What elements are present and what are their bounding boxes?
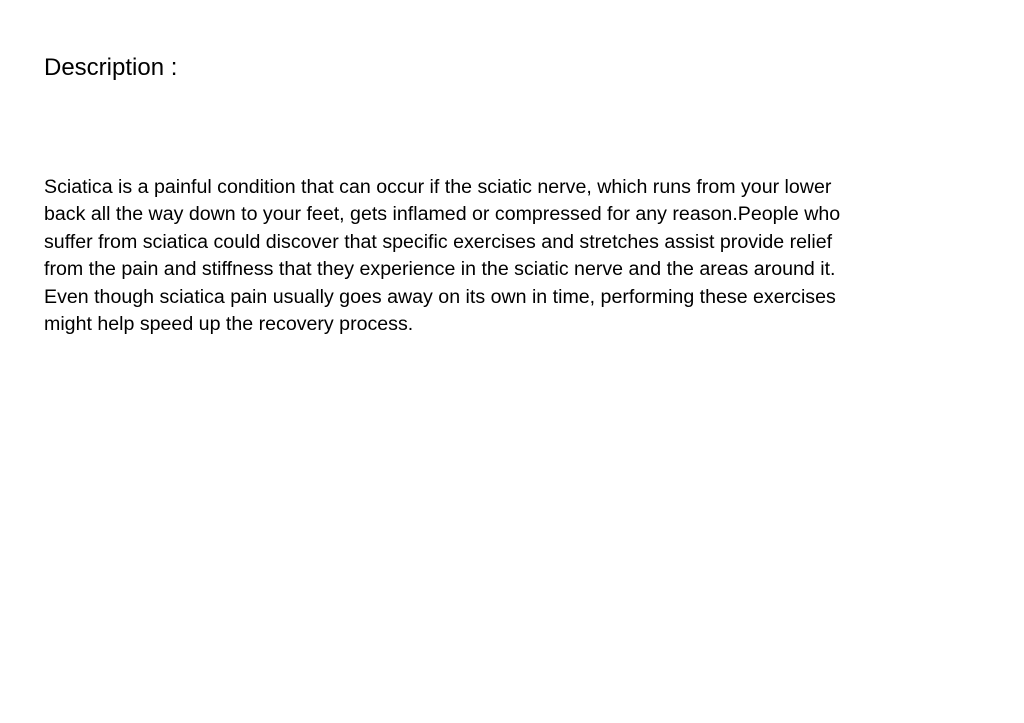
paragraph-line: back all the way down to your feet, gets inflamed or compressed for any reason.People who (44, 203, 841, 226)
paragraph-line: suffer from sciatica could discover that specific exercises and stretches assist provide relief (44, 230, 833, 253)
paragraph-line: Even though sciatica pain usually goes away on its own in time, performing these exercises (44, 285, 836, 308)
paragraph-line: Sciatica is a painful condition that can occur if the sciatic nerve, which runs from your lower (44, 176, 832, 198)
paragraph-line: might help speed up the recovery process. (44, 313, 414, 336)
description-paragraph (44, 174, 1004, 338)
page-heading: Description : (44, 54, 178, 81)
paragraph-line: from the pain and stiffness that they experience in the sciatic nerve and the areas around it. (44, 258, 836, 281)
